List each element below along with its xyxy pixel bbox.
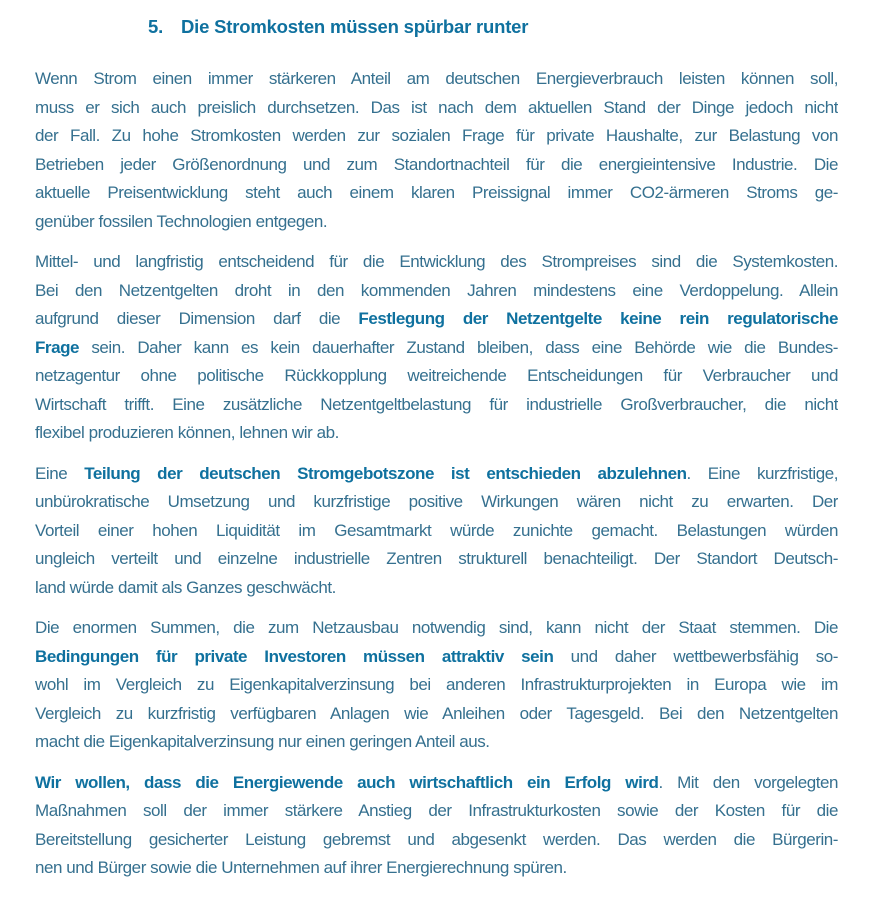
text-line [35, 179, 838, 208]
text-line [35, 797, 838, 826]
text-line [35, 151, 838, 180]
body-text: Die enormen Summen, die zum Netzausbau notwendig sind, kann nicht der Staat stemmen. Die [35, 618, 838, 637]
body-text: Wirtschaft trifft. Eine zusätzliche Netzentgeltbelastung für industrielle Großverbraucher, die nicht [35, 394, 838, 414]
body-text: und daher wettbewerbsfähig so- [553, 646, 838, 666]
body-text: der Fall. Zu hohe Stromkosten werden zur sozialen Frage für private Haushalte, zur Belastung von [35, 126, 838, 145]
body-text: Mittel- und langfristig entscheidend für die Entwicklung des Strompreises sind die Systemkosten. [35, 252, 838, 271]
body-text: wohl im Vergleich zu Eigenkapitalverzinsung bei anderen Infrastrukturprojekten in Europa wie im [35, 675, 838, 694]
body-text: Maßnahmen soll der immer stärkere Anstieg der Infrastrukturkosten sowie der Kosten für die [35, 801, 838, 820]
text-line [35, 122, 838, 151]
body-text: aktuelle Preisentwicklung steht auch einem klaren Preissignal immer CO2-ärmeren Stroms ge- [35, 183, 838, 202]
text-line [35, 671, 838, 700]
text-line [35, 517, 838, 546]
text-line [35, 248, 838, 277]
body-text: . Mit den vorgelegten [658, 772, 838, 792]
paragraph [35, 614, 838, 757]
section-title: Die Stromkosten müssen spürbar runter [181, 16, 529, 37]
text-line [35, 826, 838, 855]
section-heading [0, 0, 871, 39]
section-number: 5. [148, 16, 164, 37]
text-line [35, 643, 838, 672]
body-text: netzagentur ohne politische Rückkopplung weitreichende Entscheidungen für Verbraucher und [35, 366, 838, 385]
text-line [35, 545, 838, 574]
bold-text: Festlegung der Netzentgelte keine rein regulatorische [358, 309, 838, 328]
text-line [35, 460, 838, 489]
body-text: . Eine kurzfristige, [686, 463, 838, 483]
text-line [35, 419, 838, 448]
body-text: sein. Daher kann es kein dauerhafter Zustand bleiben, dass eine Behörde wie die Bundes- [79, 337, 838, 357]
bold-text: Frage [35, 337, 80, 357]
text-line [35, 391, 838, 420]
text-line [35, 208, 838, 237]
text-line [35, 65, 838, 94]
paragraph [35, 460, 838, 603]
text-line [35, 334, 838, 363]
body-text: nen und Bürger sowie die Unternehmen auf ihrer Energierechnung spüren. [35, 858, 567, 877]
body-text: flexibel produzieren können, lehnen wir ab. [35, 423, 339, 442]
body-text: Wenn Strom einen immer stärkeren Anteil am deutschen Energieverbrauch leisten können soll, [35, 69, 838, 88]
text-line [35, 854, 838, 883]
bold-text: Wir wollen, dass die Energiewende auch wirtschaftlich ein Erfolg wird [35, 772, 659, 792]
document-body [35, 65, 838, 883]
paragraph [35, 65, 838, 236]
body-text: muss er sich auch preislich durchsetzen. Das ist nach dem aktuellen Stand der Dinge jedoch nicht [35, 97, 838, 117]
body-text: land würde damit als Ganzes geschwächt. [35, 577, 336, 597]
body-text: aufgrund dieser Dimension darf die [35, 309, 359, 328]
text-line [35, 769, 838, 798]
body-text: macht die Eigenkapitalverzinsung nur einen geringen Anteil aus. [35, 732, 490, 751]
text-line [35, 574, 838, 603]
text-line [35, 728, 838, 757]
text-line [35, 488, 838, 517]
body-text: Bei den Netzentgelten droht in den kommenden Jahren mindestens eine Verdoppelung. Allein [35, 280, 838, 300]
bold-text: Bedingungen für private Investoren müssen attraktiv sein [35, 646, 554, 666]
body-text: Vorteil einer hohen Liquidität im Gesamtmarkt würde zunichte gemacht. Belastungen würden [35, 520, 838, 540]
paragraph [35, 769, 838, 883]
text-line [35, 614, 838, 643]
body-text: Vergleich zu kurzfristig verfügbaren Anlagen wie Anleihen oder Tagesgeld. Bei den Netzentgelten [35, 703, 838, 723]
text-line [35, 700, 838, 729]
text-line [35, 362, 838, 391]
body-text: Bereitstellung gesicherter Leistung gebremst und abgesenkt werden. Das werden die Bürgerin- [35, 829, 838, 849]
paragraph [35, 248, 838, 448]
body-text: unbürokratische Umsetzung und kurzfristige positive Wirkungen wären nicht zu erwarten. Der [35, 492, 838, 511]
text-line [35, 94, 838, 123]
text-line [35, 305, 838, 334]
body-text: ungleich verteilt und einzelne industrielle Zentren strukturell benachteiligt. Der Standort Deutsch- [35, 549, 838, 568]
text-line [35, 277, 838, 306]
bold-text: Teilung der deutschen Stromgebotszone ist entschieden abzulehnen [84, 463, 687, 483]
body-text: Betrieben jeder Größenordnung und zum Standortnachteil für die energieintensive Industrie. Die [35, 154, 838, 174]
body-text: Eine [35, 463, 85, 483]
body-text: genüber fossilen Technologien entgegen. [35, 211, 328, 231]
